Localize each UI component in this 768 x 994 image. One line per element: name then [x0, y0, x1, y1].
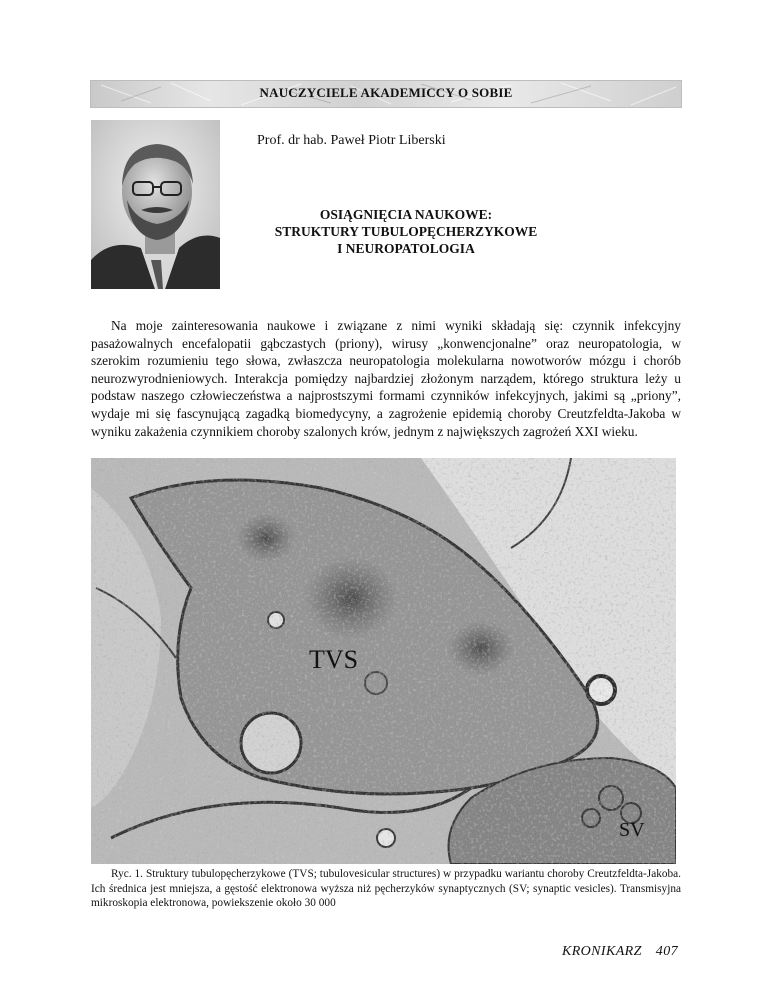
electron-micrograph [91, 458, 676, 864]
label-sv: SV [619, 819, 645, 841]
page-footer [548, 944, 678, 960]
article-title [236, 206, 576, 257]
figure-caption: Ryc. 1. Struktury tubulopęcherzykowe (TVS; tubulovesicular structures) w przypadku wariantu choroby Creutzfeldta-Jakoba. Ich średnica jest mniejsza, a gęstość elektronowa wyższa niż pęcherzyków synaptycznych (SV; synaptic vesicles). Transmisyjna mikroskopia elektronowa, powiekszenie około 30 000 [91, 868, 681, 909]
label-tvs: TVS [309, 645, 359, 674]
journal-name: KRONIKARZ [561, 944, 642, 959]
title-line: I NEUROPATOLOGIA [337, 241, 475, 256]
section-title: NAUCZYCIELE AKADEMICCY O SOBIE [259, 85, 513, 100]
page-number: 407 [655, 944, 678, 959]
title-line: OSIĄGNIĘCIA NAUKOWE: [319, 207, 493, 222]
title-line: STRUKTURY TUBULOPĘCHERZYKOWE [274, 224, 538, 239]
author-portrait [91, 120, 220, 289]
body-paragraph: Na moje zainteresowania naukowe i związane z nimi wyniki składają się: czynnik infekcyjny pasażowalnych encefalopatii gąbczastych (priony), wirusy „konwencjonalne” oraz neuropatologia, w szerokim rozumieniu tego słowa, zwłaszcza neuropatologia molekularna nowotworów mózgu i chorób neurozwyrodnieniowych. Interakcja pomiędzy najbardziej złożonym narządem, którego struktura leży u podstaw naszego człowieczeństwa a najprostszymi formami czynników infekcyjnych, jakimi są „priony”, wydaje mi się fascynującą zagadką biomedycyny, a zagrożenie epidemią choroby Creutzfeldta-Jakoba w wyniku zakażenia czynnikiem choroby szalonych krów, jednym z największych zagrożeń XXI wieku. [91, 318, 681, 439]
section-banner [90, 80, 682, 108]
author-name: Prof. dr hab. Paweł Piotr Liberski [257, 133, 446, 148]
